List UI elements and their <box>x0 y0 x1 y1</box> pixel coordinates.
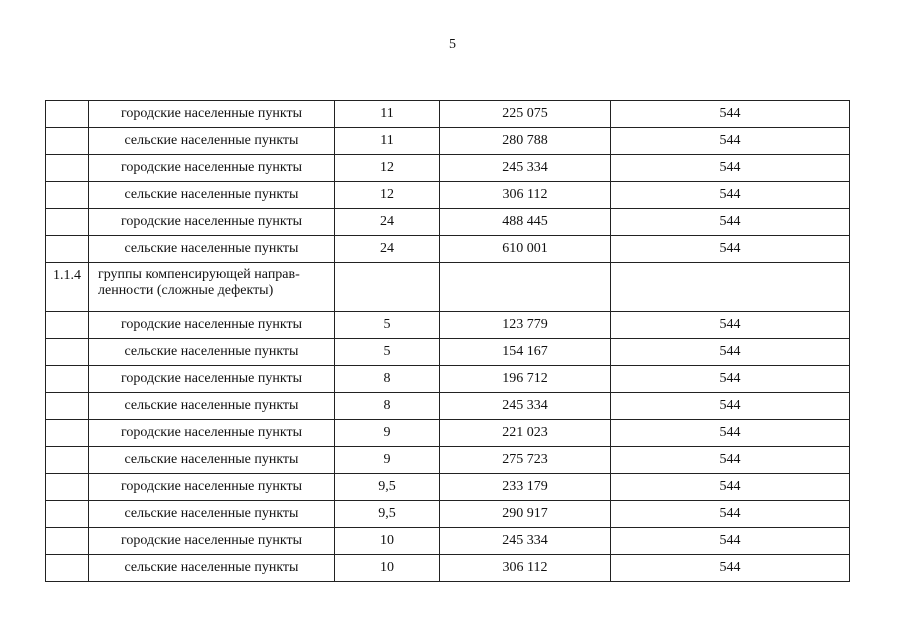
row-col4: 306 112 <box>440 182 611 209</box>
row-number <box>46 101 89 128</box>
row-number <box>46 209 89 236</box>
table-row <box>46 101 850 128</box>
row-col5: 544 <box>611 555 850 582</box>
row-number <box>46 474 89 501</box>
row-number <box>46 393 89 420</box>
row-col5: 544 <box>611 312 850 339</box>
row-name: городские населенные пункты <box>89 366 335 393</box>
row-col5: 544 <box>611 501 850 528</box>
table-row <box>46 393 850 420</box>
row-col5: 544 <box>611 474 850 501</box>
row-col3: 12 <box>335 155 440 182</box>
row-col5: 544 <box>611 339 850 366</box>
row-col5: 544 <box>611 528 850 555</box>
table-row <box>46 366 850 393</box>
row-number <box>46 420 89 447</box>
row-col3: 24 <box>335 209 440 236</box>
row-col5 <box>611 263 850 312</box>
row-name: сельские населенные пункты <box>89 236 335 263</box>
row-col3: 11 <box>335 101 440 128</box>
table-row <box>46 236 850 263</box>
row-col3: 5 <box>335 312 440 339</box>
table-row <box>46 209 850 236</box>
row-col4: 154 167 <box>440 339 611 366</box>
row-col4: 233 179 <box>440 474 611 501</box>
row-col3: 9,5 <box>335 501 440 528</box>
row-col4: 306 112 <box>440 555 611 582</box>
page-number: 5 <box>449 37 456 52</box>
row-number <box>46 128 89 155</box>
table-row <box>46 155 850 182</box>
row-col5: 544 <box>611 420 850 447</box>
row-col3: 10 <box>335 555 440 582</box>
row-name: городские населенные пункты <box>89 528 335 555</box>
row-number <box>46 312 89 339</box>
table-row <box>46 339 850 366</box>
row-name: городские населенные пункты <box>89 420 335 447</box>
row-col5: 544 <box>611 128 850 155</box>
row-col5: 544 <box>611 236 850 263</box>
row-col4: 275 723 <box>440 447 611 474</box>
row-col3: 8 <box>335 393 440 420</box>
row-name: сельские населенные пункты <box>89 447 335 474</box>
row-col3: 9 <box>335 420 440 447</box>
table-row <box>46 528 850 555</box>
row-col3: 8 <box>335 366 440 393</box>
row-number <box>46 236 89 263</box>
row-name: сельские населенные пункты <box>89 555 335 582</box>
row-col5: 544 <box>611 101 850 128</box>
row-col3 <box>335 263 440 312</box>
row-number <box>46 528 89 555</box>
row-col5: 544 <box>611 393 850 420</box>
section-number: 1.1.4 <box>46 263 89 312</box>
row-col4: 123 779 <box>440 312 611 339</box>
table-row <box>46 474 850 501</box>
row-number <box>46 447 89 474</box>
row-col5: 544 <box>611 182 850 209</box>
row-name: сельские населенные пункты <box>89 182 335 209</box>
row-name: городские населенные пункты <box>89 209 335 236</box>
row-name: сельские населенные пункты <box>89 501 335 528</box>
row-col4 <box>440 263 611 312</box>
row-col4: 488 445 <box>440 209 611 236</box>
row-col5: 544 <box>611 447 850 474</box>
row-name: сельские населенные пункты <box>89 128 335 155</box>
row-name: городские населенные пункты <box>89 312 335 339</box>
row-col4: 225 075 <box>440 101 611 128</box>
table-row <box>46 447 850 474</box>
row-col4: 280 788 <box>440 128 611 155</box>
row-name: сельские населенные пункты <box>89 339 335 366</box>
row-number <box>46 366 89 393</box>
row-name: городские населенные пункты <box>89 155 335 182</box>
table-row <box>46 182 850 209</box>
row-col3: 10 <box>335 528 440 555</box>
row-number <box>46 182 89 209</box>
row-col4: 290 917 <box>440 501 611 528</box>
row-col3: 9 <box>335 447 440 474</box>
table-row <box>46 128 850 155</box>
row-number <box>46 501 89 528</box>
row-col5: 544 <box>611 209 850 236</box>
row-col3: 5 <box>335 339 440 366</box>
row-col4: 245 334 <box>440 528 611 555</box>
row-col4: 245 334 <box>440 393 611 420</box>
table-row <box>46 555 850 582</box>
section-title: группы компенсирующей направ-ленности (сложные дефекты) <box>89 263 335 312</box>
row-col4: 221 023 <box>440 420 611 447</box>
table-row <box>46 420 850 447</box>
table-row <box>46 501 850 528</box>
row-number <box>46 555 89 582</box>
row-col5: 544 <box>611 366 850 393</box>
row-col4: 610 001 <box>440 236 611 263</box>
row-col4: 196 712 <box>440 366 611 393</box>
section-row <box>46 263 850 312</box>
row-col3: 11 <box>335 128 440 155</box>
row-name: городские населенные пункты <box>89 101 335 128</box>
tariff-table <box>45 100 850 582</box>
table-row <box>46 312 850 339</box>
row-col3: 9,5 <box>335 474 440 501</box>
row-col4: 245 334 <box>440 155 611 182</box>
row-name: сельские населенные пункты <box>89 393 335 420</box>
row-col3: 12 <box>335 182 440 209</box>
row-number <box>46 339 89 366</box>
row-name: городские населенные пункты <box>89 474 335 501</box>
row-number <box>46 155 89 182</box>
row-col3: 24 <box>335 236 440 263</box>
row-col5: 544 <box>611 155 850 182</box>
